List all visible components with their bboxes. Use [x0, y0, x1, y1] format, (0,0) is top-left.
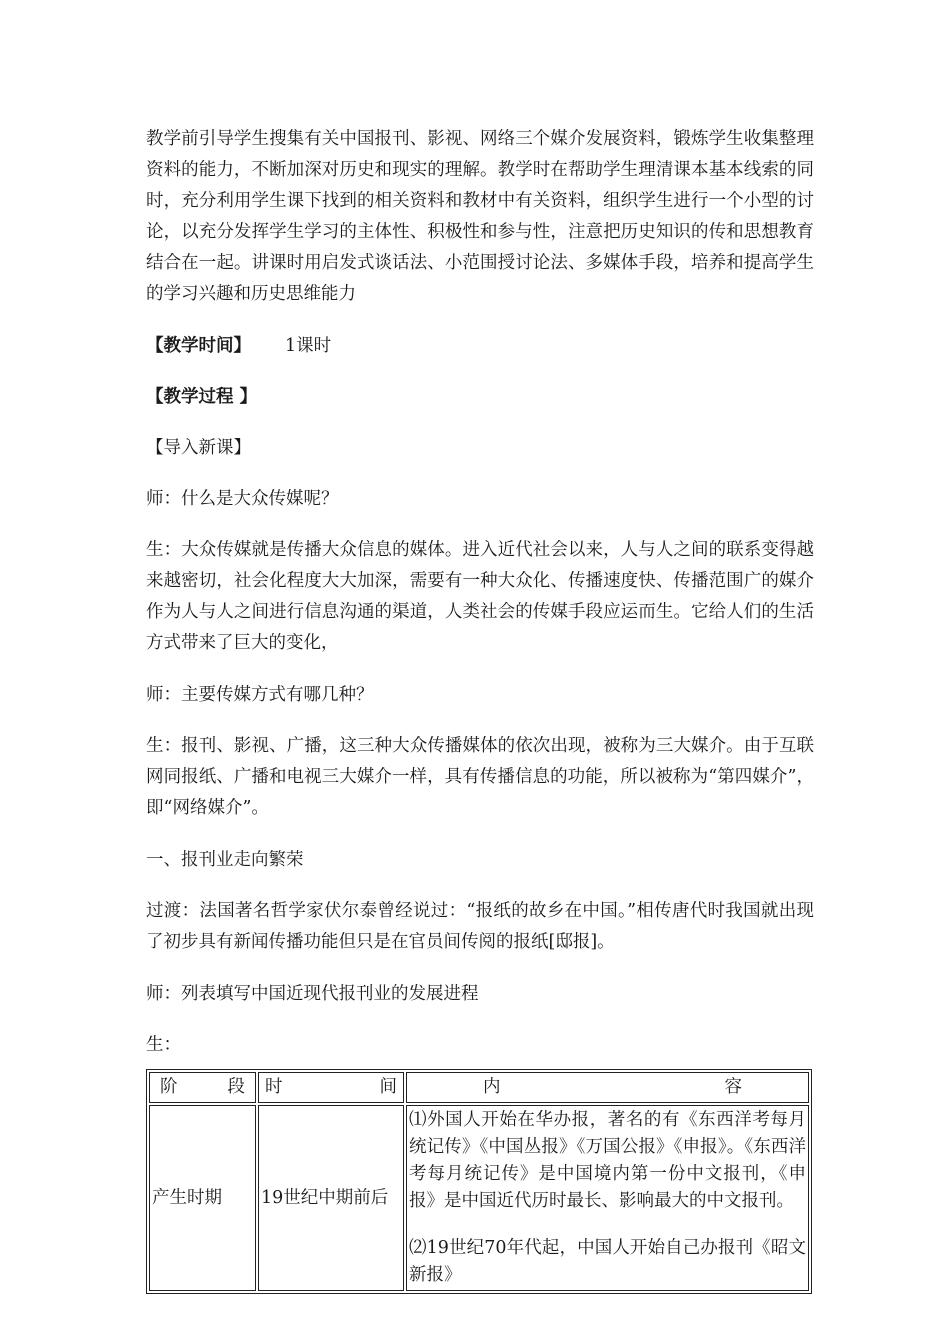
dialogue-student-label: 生： [146, 1035, 181, 1055]
teaching-time-label: 【教学时间】 [146, 336, 251, 356]
transition-paragraph: 过渡：法国著名哲学家伏尔泰曾经说过：“报纸的故乡在中国。”相传唐代时我国就出现了初步具有新闻传播功能但只是在官员间传阅的报纸[邸报]。 [146, 901, 814, 952]
document-page [146, 124, 814, 1294]
intro-lesson-heading: 【导入新课】 [146, 438, 251, 458]
teaching-time-line [146, 331, 814, 362]
teaching-process-heading: 【教学过程 】 [146, 387, 258, 407]
dialogue-teacher-instruction: 师：列表填写中国近现代报刊业的发展进程 [146, 984, 479, 1004]
table-header-stage: 阶段 [149, 1072, 256, 1103]
table-cell-stage: 产生时期 [149, 1105, 256, 1291]
dialogue-teacher-question-1: 师：什么是大众传媒呢？ [146, 489, 339, 509]
intro-paragraph: 教学前引导学生搜集有关中国报刊、影视、网络三个媒介发展资料，锻炼学生收集整理资料的能力，不断加深对历史和现实的理解。教学时在帮助学生理清课本基本线索的同时，充分利用学生课下找到的相关资料和教材中有关资料，组织学生进行一个小型的讨论，以充分发挥学生学习的主体性、积极性和参与性，注意把历史知识的传和思想教育结合在一起。讲课时用启发式谈话法、小范围授讨论法、多媒体手段，培养和提高学生的学习兴趣和历史思维能力 [146, 129, 814, 304]
newspaper-development-table [146, 1069, 812, 1294]
teaching-time-value: 1课时 [285, 336, 332, 356]
table-row [149, 1105, 809, 1291]
table-header-time: 时间 [258, 1072, 404, 1103]
table-cell-content-item-1: ⑴外国人开始在华办报，著名的有《东西洋考每月统记传》《中国丛报》《万国公报》《申报》。《东西洋考每月统记传》是中国境内第一份中文报刊，《申报》是中国近代历时最长、影响最大的中文报刊。 [409, 1110, 806, 1211]
table-cell-content [406, 1105, 809, 1291]
table-header-content: 内容 [406, 1072, 809, 1103]
table-cell-content-item-2: ⑵19世纪70年代起，中国人开始自己办报刊《昭文新报》 [409, 1238, 806, 1285]
table-header-row [149, 1072, 809, 1103]
table-cell-time: 19世纪中期前后 [258, 1105, 404, 1291]
dialogue-student-answer-1: 生：大众传媒就是传播大众信息的媒体。进入近代社会以来，人与人之间的联系变得越来越密切，社会化程度大大加深，需要有一种大众化、传播速度快、传播范围广的媒介作为人与人之间进行信息沟通的渠道，人类社会的传媒手段应运而生。它给人们的生活方式带来了巨大的变化， [146, 540, 814, 653]
section-heading-newspapers: 一、报刊业走向繁荣 [146, 850, 304, 870]
dialogue-teacher-question-2: 师：主要传媒方式有哪几种？ [146, 685, 374, 705]
dialogue-student-answer-2: 生：报刊、影视、广播，这三种大众传播媒体的依次出现，被称为三大媒介。由于互联网同报纸、广播和电视三大媒介一样，具有传播信息的功能，所以被称为“第四媒介”，即“网络媒介”。 [146, 736, 814, 818]
